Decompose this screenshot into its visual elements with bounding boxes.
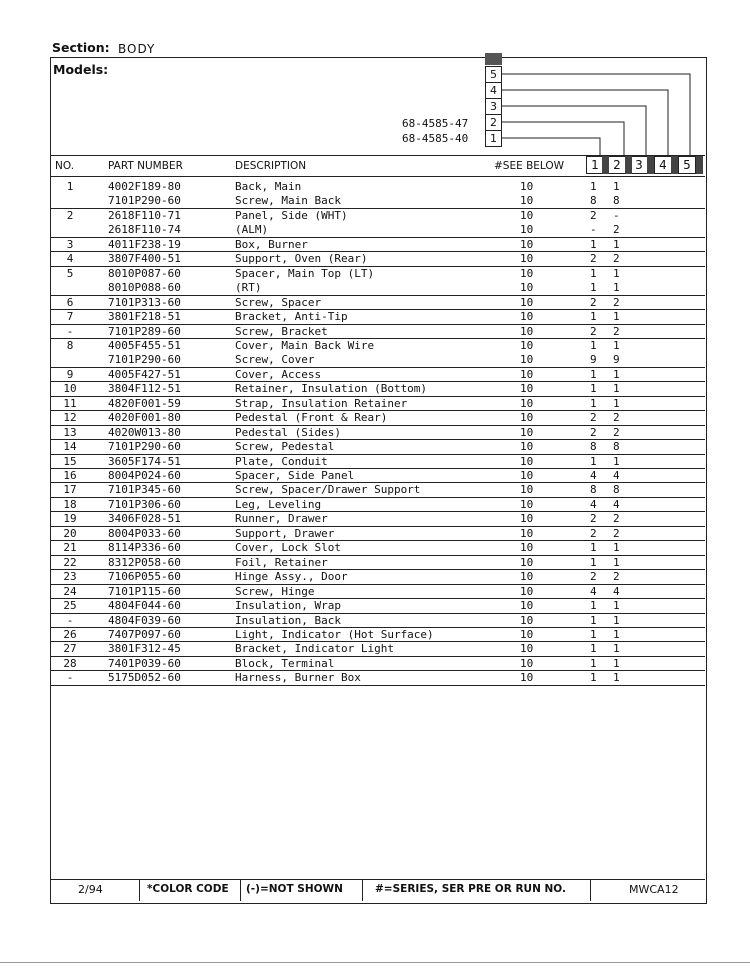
part-description: Cover, Lock Slot (235, 541, 341, 555)
row-no: 23 (63, 570, 77, 584)
part-description: Back, Main (235, 180, 302, 193)
qty-col-2: 2 (613, 252, 620, 266)
qty-col-2: 9 (613, 353, 620, 367)
see-below-value: 10 (520, 266, 534, 280)
footer-series-note: #=SERIES, SER PRE OR RUN NO. (375, 883, 566, 895)
table-row (50, 238, 705, 253)
qty-col-1: 4 (590, 497, 597, 511)
part-description: Block, Terminal (235, 656, 335, 670)
see-below-value: 10 (520, 613, 534, 627)
qty-col-1: 1 (590, 454, 597, 468)
see-below-value: 10 (520, 483, 534, 497)
col-header-see: #SEE BELOW (494, 160, 565, 172)
row-no: 14 (63, 440, 77, 454)
part-number: 7101P313-60 (108, 295, 181, 309)
row-no: 3 (66, 237, 74, 251)
footer-code: MWCA12 (629, 883, 679, 896)
table-row (50, 382, 705, 397)
part-description: Harness, Burner Box (235, 671, 361, 685)
table-row (50, 642, 705, 657)
col-header-no: NO. (55, 160, 75, 172)
see-below-value: 10 (520, 627, 534, 641)
part-description: Light, Indicator (Hot Surface) (235, 627, 434, 641)
qty-col-2: 1 (613, 454, 620, 468)
row-no: 1 (66, 180, 74, 193)
table-row (50, 556, 705, 571)
part-number: 3406F028-51 (108, 512, 181, 526)
model-box: 4 (485, 82, 502, 99)
row-no: 15 (63, 454, 77, 468)
qty-col-1: 1 (590, 656, 597, 670)
section-label: Section: (52, 40, 110, 55)
part-description: Screw, Pedestal (235, 440, 335, 454)
part-description: Pedestal (Front & Rear) (235, 411, 388, 425)
table-row (50, 194, 705, 209)
qty-col-1: - (590, 223, 597, 237)
part-number: 3605F174-51 (108, 454, 181, 468)
see-below-value: 10 (520, 599, 534, 613)
qty-col-2: 1 (613, 281, 620, 295)
row-no: 2 (66, 208, 74, 222)
qty-col-2: 2 (613, 411, 620, 425)
table-row (50, 440, 705, 455)
row-no: 16 (63, 469, 77, 482)
qty-col-1: 4 (590, 584, 597, 598)
part-description: Spacer, Side Panel (235, 469, 355, 482)
part-description: Cover, Main Back Wire (235, 338, 375, 352)
row-no: 5 (66, 266, 74, 280)
qty-col-1: 4 (590, 469, 597, 482)
row-no: - (66, 324, 74, 338)
qty-col-2: 1 (613, 180, 620, 193)
row-no: 8 (66, 338, 74, 352)
row-no: - (66, 671, 74, 685)
part-number: 4820F001-59 (108, 396, 181, 410)
see-below-value: 10 (520, 642, 534, 656)
table-row (50, 223, 705, 238)
part-description: Insulation, Wrap (235, 599, 341, 613)
table-row (50, 310, 705, 325)
row-separator (50, 685, 705, 686)
table-row (50, 671, 705, 686)
part-number: 4002F189-80 (108, 180, 181, 193)
table-row (50, 657, 705, 672)
row-no: 13 (63, 425, 77, 439)
row-no: 4 (66, 252, 74, 266)
see-below-value: 10 (520, 570, 534, 584)
qty-col-1: 2 (590, 208, 597, 222)
table-row (50, 411, 705, 426)
qty-col-1: 2 (590, 425, 597, 439)
qty-col-2: 1 (613, 555, 620, 569)
see-below-value: 10 (520, 223, 534, 237)
row-no: 18 (63, 497, 77, 511)
part-number: 7101P290-60 (108, 194, 181, 208)
part-number: 4804F044-60 (108, 599, 181, 613)
qty-col-1: 1 (590, 671, 597, 685)
part-description: Screw, Bracket (235, 324, 328, 338)
part-number: 4020F001-80 (108, 411, 181, 425)
qty-col-2: 2 (613, 512, 620, 526)
see-below-value: 10 (520, 512, 534, 526)
row-no: 11 (63, 396, 77, 410)
qty-col-2: 2 (613, 223, 620, 237)
see-below-value: 10 (520, 353, 534, 367)
qty-col-2: 1 (613, 541, 620, 555)
see-below-value: 10 (520, 324, 534, 338)
table-row (50, 397, 705, 412)
row-no: 10 (63, 382, 77, 396)
qty-col-1: 1 (590, 367, 597, 381)
see-below-value: 10 (520, 310, 534, 324)
qty-col-1: 1 (590, 599, 597, 613)
row-no: 27 (63, 642, 77, 656)
shade-block (602, 156, 609, 174)
table-row (50, 281, 705, 296)
part-description: (RT) (235, 281, 262, 295)
row-no: 12 (63, 411, 77, 425)
part-description: Strap, Insulation Retainer (235, 396, 408, 410)
see-below-value: 10 (520, 411, 534, 425)
row-no: 28 (63, 656, 77, 670)
table-row (50, 325, 705, 340)
part-number: 4005F455-51 (108, 338, 181, 352)
part-number: 7101P290-60 (108, 353, 181, 367)
part-number: 7101P345-60 (108, 483, 181, 497)
qty-col-2: 1 (613, 310, 620, 324)
see-below-value: 10 (520, 425, 534, 439)
col-box: 4 (654, 156, 672, 174)
qty-col-1: 8 (590, 483, 597, 497)
qty-col-1: 8 (590, 440, 597, 454)
part-number: 4005F427-51 (108, 367, 181, 381)
row-no: - (66, 613, 74, 627)
qty-col-2: 1 (613, 266, 620, 280)
table-row (50, 614, 705, 629)
qty-col-2: 1 (613, 338, 620, 352)
see-below-value: 10 (520, 180, 534, 193)
part-description: Insulation, Back (235, 613, 341, 627)
table-row (50, 426, 705, 441)
part-description: Bracket, Indicator Light (235, 642, 394, 656)
row-no: 7 (66, 310, 74, 324)
table-row (50, 599, 705, 614)
part-number: 7101P115-60 (108, 584, 181, 598)
part-description: Screw, Hinge (235, 584, 315, 598)
qty-col-1: 2 (590, 512, 597, 526)
table-row (50, 585, 705, 600)
col-box: 1 (586, 156, 604, 174)
see-below-value: 10 (520, 497, 534, 511)
part-description: Panel, Side (WHT) (235, 208, 348, 222)
qty-col-2: 1 (613, 237, 620, 251)
part-number: 3804F112-51 (108, 382, 181, 396)
row-no: 25 (63, 599, 77, 613)
shade-block (647, 156, 654, 174)
qty-col-2: 8 (613, 194, 620, 208)
part-number: 7101P290-60 (108, 440, 181, 454)
qty-col-2: 1 (613, 671, 620, 685)
part-number: 8010P088-60 (108, 281, 181, 295)
qty-col-1: 1 (590, 555, 597, 569)
model-connector-lines (0, 0, 750, 180)
part-number: 8004P033-60 (108, 526, 181, 540)
part-description: Screw, Main Back (235, 194, 341, 208)
qty-col-2: 2 (613, 570, 620, 584)
see-below-value: 10 (520, 541, 534, 555)
part-number: 7407P097-60 (108, 627, 181, 641)
part-number: 3807F400-51 (108, 252, 181, 266)
part-number: 2618F110-71 (108, 208, 181, 222)
model-number: 68-4585-47 (402, 117, 469, 130)
qty-col-2: 1 (613, 599, 620, 613)
footer-not-shown: (-)=NOT SHOWN (246, 883, 343, 895)
qty-col-2: 1 (613, 627, 620, 641)
table-row (50, 296, 705, 311)
see-below-value: 10 (520, 194, 534, 208)
see-below-value: 10 (520, 237, 534, 251)
qty-col-2: 2 (613, 324, 620, 338)
qty-col-2: 4 (613, 584, 620, 598)
qty-col-1: 1 (590, 613, 597, 627)
qty-col-2: 1 (613, 642, 620, 656)
table-row (50, 541, 705, 556)
part-number: 8010P087-60 (108, 266, 181, 280)
part-description: Support, Oven (Rear) (235, 252, 368, 266)
part-number: 4011F238-19 (108, 237, 181, 251)
part-description: Plate, Conduit (235, 454, 328, 468)
qty-col-2: 1 (613, 396, 620, 410)
qty-col-2: 8 (613, 440, 620, 454)
row-no: 21 (63, 541, 77, 555)
qty-col-1: 2 (590, 324, 597, 338)
footer-divider (240, 879, 241, 901)
part-description: Cover, Access (235, 367, 322, 381)
part-description: (ALM) (235, 223, 269, 237)
part-number: 3801F218-51 (108, 310, 181, 324)
qty-col-1: 2 (590, 411, 597, 425)
qty-col-1: 2 (590, 526, 597, 540)
table-row (50, 339, 705, 354)
qty-col-1: 1 (590, 338, 597, 352)
qty-col-1: 1 (590, 642, 597, 656)
model-box: 5 (485, 66, 502, 83)
qty-col-2: 4 (613, 497, 620, 511)
model-box: 2 (485, 114, 502, 131)
qty-col-1: 1 (590, 180, 597, 193)
qty-col-2: 4 (613, 469, 620, 482)
table-row (50, 527, 705, 542)
see-below-value: 10 (520, 469, 534, 482)
qty-col-1: 2 (590, 570, 597, 584)
qty-col-1: 1 (590, 281, 597, 295)
qty-col-1: 1 (590, 627, 597, 641)
col-header-part: PART NUMBER (108, 160, 183, 172)
col-box: 5 (678, 156, 696, 174)
footer-date: 2/94 (78, 883, 103, 896)
part-description: Bracket, Anti-Tip (235, 310, 348, 324)
part-number: 7101P289-60 (108, 324, 181, 338)
table-row (50, 469, 705, 484)
see-below-value: 10 (520, 440, 534, 454)
row-no: 24 (63, 584, 77, 598)
table-row (50, 353, 705, 368)
footer-color-code: *COLOR CODE (147, 883, 229, 895)
qty-col-1: 1 (590, 237, 597, 251)
qty-col-2: 8 (613, 483, 620, 497)
see-below-value: 10 (520, 555, 534, 569)
section-value: BODY (118, 42, 156, 56)
scan-edge-line (0, 962, 750, 963)
qty-col-2: 2 (613, 425, 620, 439)
part-number: 7401P039-60 (108, 656, 181, 670)
qty-col-1: 8 (590, 194, 597, 208)
part-description: Runner, Drawer (235, 512, 328, 526)
row-no: 6 (66, 295, 74, 309)
see-below-value: 10 (520, 281, 534, 295)
part-number: 3801F312-45 (108, 642, 181, 656)
part-description: Leg, Leveling (235, 497, 322, 511)
see-below-value: 10 (520, 338, 534, 352)
table-row (50, 180, 705, 195)
part-description: Hinge Assy., Door (235, 570, 348, 584)
part-description: Foil, Retainer (235, 555, 328, 569)
see-below-value: 10 (520, 295, 534, 309)
row-no: 20 (63, 526, 77, 540)
see-below-value: 10 (520, 367, 534, 381)
part-description: Spacer, Main Top (LT) (235, 266, 375, 280)
part-description: Screw, Spacer (235, 295, 322, 309)
part-number: 2618F110-74 (108, 223, 181, 237)
qty-col-1: 2 (590, 252, 597, 266)
model-number: 68-4585-40 (402, 132, 469, 145)
qty-col-1: 1 (590, 266, 597, 280)
see-below-value: 10 (520, 526, 534, 540)
see-below-value: 10 (520, 454, 534, 468)
footer-divider (362, 879, 363, 901)
part-number: 4804F039-60 (108, 613, 181, 627)
see-below-value: 10 (520, 671, 534, 685)
part-description: Screw, Cover (235, 353, 315, 367)
shade-block (696, 156, 703, 174)
qty-col-1: 1 (590, 382, 597, 396)
models-label: Models: (53, 62, 109, 77)
see-below-value: 10 (520, 382, 534, 396)
row-no: 9 (66, 367, 74, 381)
qty-col-2: 2 (613, 295, 620, 309)
row-no: 19 (63, 512, 77, 526)
part-description: Support, Drawer (235, 526, 335, 540)
shade-block (671, 156, 678, 174)
table-row (50, 252, 705, 267)
row-no: 22 (63, 555, 77, 569)
part-number: 7101P306-60 (108, 497, 181, 511)
table-row (50, 628, 705, 643)
table-row (50, 498, 705, 513)
footer-divider (590, 879, 591, 901)
qty-col-1: 1 (590, 541, 597, 555)
qty-col-1: 1 (590, 396, 597, 410)
see-below-value: 10 (520, 584, 534, 598)
qty-col-1: 1 (590, 310, 597, 324)
qty-col-2: 1 (613, 382, 620, 396)
footer-divider (139, 879, 140, 901)
part-number: 5175D052-60 (108, 671, 181, 685)
qty-col-2: 1 (613, 367, 620, 381)
qty-col-1: 2 (590, 295, 597, 309)
part-description: Retainer, Insulation (Bottom) (235, 382, 428, 396)
part-number: 8004P024-60 (108, 469, 181, 482)
table-row (50, 483, 705, 498)
table-row (50, 368, 705, 383)
qty-col-1: 9 (590, 353, 597, 367)
row-no: 17 (63, 483, 77, 497)
part-description: Screw, Spacer/Drawer Support (235, 483, 421, 497)
part-number: 8114P336-60 (108, 541, 181, 555)
table-row (50, 267, 705, 282)
qty-col-2: 1 (613, 656, 620, 670)
qty-col-2: 2 (613, 526, 620, 540)
part-description: Pedestal (Sides) (235, 425, 341, 439)
table-row (50, 512, 705, 527)
col-box: 2 (608, 156, 626, 174)
col-box: 3 (630, 156, 648, 174)
table-row (50, 455, 705, 470)
part-description: Box, Burner (235, 237, 308, 251)
part-number: 7106P055-60 (108, 570, 181, 584)
shade-block (625, 156, 632, 174)
table-row (50, 570, 705, 585)
model-box: 3 (485, 98, 502, 115)
see-below-value: 10 (520, 252, 534, 266)
qty-col-2: - (613, 208, 620, 222)
model-box: 1 (485, 130, 502, 147)
see-below-value: 10 (520, 656, 534, 670)
qty-col-2: 1 (613, 613, 620, 627)
see-below-value: 10 (520, 208, 534, 222)
col-header-desc: DESCRIPTION (235, 160, 307, 172)
see-below-value: 10 (520, 396, 534, 410)
row-no: 26 (63, 627, 77, 641)
table-row (50, 209, 705, 224)
part-number: 8312P058-60 (108, 555, 181, 569)
header-bottom-line (50, 176, 705, 177)
part-number: 4020W013-80 (108, 425, 181, 439)
